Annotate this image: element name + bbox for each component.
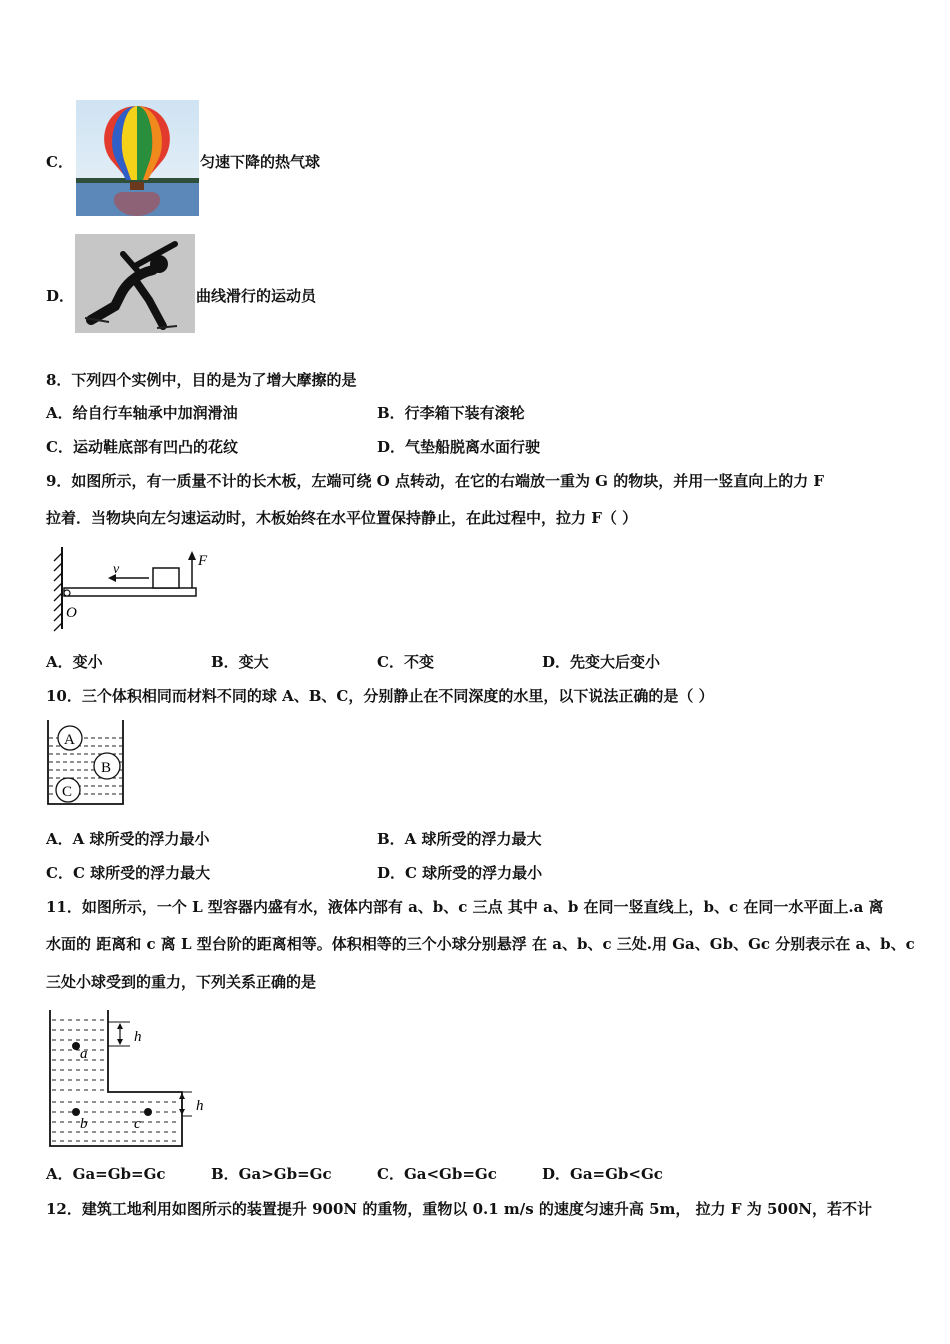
q8-option-d: D．气垫船脱离水面行驶: [377, 438, 541, 456]
q10-stem: 10．三个体积相同而材料不同的球 A、B、C，分别静止在不同深度的水里，以下说法正确的是（ ）: [46, 687, 714, 705]
q8-option-b: B．行李箱下装有滚轮: [377, 404, 525, 422]
l-shaped-container-figure: [46, 1008, 216, 1150]
q8-stem: 8．下列四个实例中，目的是为了增大摩擦的是: [46, 371, 357, 389]
hot-air-balloon-image: [76, 100, 199, 216]
q10-option-a: A．A 球所受的浮力最小: [46, 830, 210, 848]
force-label: F: [198, 553, 208, 569]
q12-stem-line1: 12．建筑工地利用如图所示的装置提升 900N 的重物，重物以 0.1 m/s 的速度匀速升高 5m， 拉力 F 为 500N，若不计: [46, 1200, 872, 1218]
point-a-label: a: [80, 1046, 88, 1062]
q10-option-b: B．A 球所受的浮力最大: [377, 830, 542, 848]
q9-option-a: A．变小: [46, 653, 103, 671]
pivot-label: O: [66, 605, 77, 621]
q11-option-c: C．Ga<Gb=Gc: [377, 1165, 497, 1183]
q9-stem-line2: 拉着．当物块向左匀速运动时，木板始终在水平位置保持静止，在此过程中，拉力 F（ ）: [46, 509, 638, 527]
q11-stem-line3: 三处小球受到的重力，下列关系正确的是: [46, 973, 317, 991]
point-b-label: b: [80, 1116, 88, 1132]
q11-stem-line2: 水面的 距离和 c 离 L 型台阶的距离相等。体积相等的三个小球分别悬浮 在 a、b、c 三处.用 Ga、Gb、Gc 分别表示在 a、b、c: [46, 935, 915, 953]
q11-option-b: B．Ga>Gb=Gc: [211, 1165, 332, 1183]
height-label-top: h: [134, 1029, 142, 1045]
height-label-step: h: [196, 1098, 204, 1114]
q11-option-a: A．Ga=Gb=Gc: [46, 1165, 166, 1183]
lever-board-figure: [46, 543, 226, 633]
q8-option-c: C．运动鞋底部有凹凸的花纹: [46, 438, 238, 456]
q8-option-a: A．给自行车轴承中加润滑油: [46, 404, 238, 422]
ball-c-label: C: [62, 784, 73, 800]
q10-option-d: D．C 球所受的浮力最小: [377, 864, 543, 882]
velocity-label: v: [113, 562, 120, 577]
q9-option-b: B．变大: [211, 653, 269, 671]
point-c-label: c: [134, 1116, 141, 1132]
ball-a-label: A: [64, 732, 75, 748]
q9-stem-line1: 9．如图所示，有一质量不计的长木板，左端可绕 O 点转动，在它的右端放一重为 G 的物块，并用一竖直向上的力 F: [46, 472, 825, 490]
three-balls-in-water-figure: [46, 718, 126, 808]
speed-skater-image: [75, 234, 195, 333]
q10-option-c: C．C 球所受的浮力最大: [46, 864, 211, 882]
q7-option-c-text: 匀速下降的热气球: [200, 153, 321, 171]
q7-option-d-text: 曲线滑行的运动员: [196, 287, 317, 305]
q9-option-d: D．先变大后变小: [542, 653, 661, 671]
q7-option-c-label: C．: [46, 153, 73, 171]
q11-stem-line1: 11．如图所示，一个 L 型容器内盛有水，液体内部有 a、b、c 三点 其中 a、b 在同一竖直线上，b、c 在同一水平面上.a 离: [46, 898, 884, 916]
q11-option-d: D．Ga=Gb<Gc: [542, 1165, 663, 1183]
ball-b-label: B: [101, 760, 112, 776]
q9-option-c: C．不变: [377, 653, 434, 671]
q7-option-d-label: D．: [46, 287, 75, 305]
